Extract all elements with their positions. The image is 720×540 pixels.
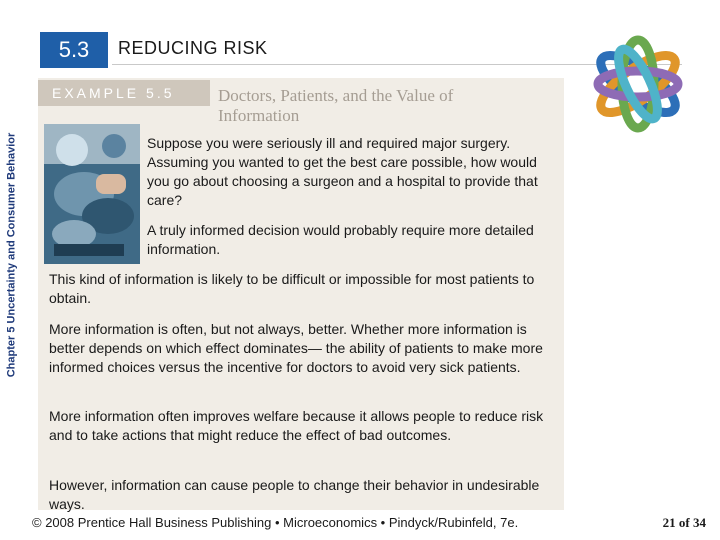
example-title: Doctors, Patients, and the Value of Information bbox=[218, 86, 454, 125]
paragraph-behavior: However, information can cause people to change their behavior in undesirable ways. bbox=[49, 477, 540, 512]
paragraph-scenario: Suppose you were seriously ill and required major surgery. Assuming you wanted to get the best care possible, how would you go about choosing a surgeon and a hospital to provide that care? bbox=[147, 135, 538, 208]
section-number-badge: 5.3 bbox=[40, 32, 108, 68]
chapter-label: Chapter 5 Uncertainty and Consumer Behavior bbox=[5, 132, 18, 378]
example-label: EXAMPLE 5.5 bbox=[38, 80, 210, 106]
footer-copyright: © 2008 Prentice Hall Business Publishing • Microeconomics • Pindyck/Rubinfeld, 7e. bbox=[32, 515, 519, 530]
paragraph-welfare: More information often improves welfare because it allows people to reduce risk and to take actions that might reduce the effect of bad outcomes. bbox=[49, 408, 544, 443]
paragraph-informed-decision: A truly informed decision would probably require more detailed information. bbox=[147, 222, 534, 257]
interlocking-rings-logo bbox=[582, 28, 694, 140]
paragraph-more-information: More information is often, but not always, better. Whether more information is better depends on which effect dominates— the ability of patients to make more informed choices versus the incentive for doctors to avoid very sick patients. bbox=[49, 321, 543, 375]
section-title: REDUCING RISK bbox=[118, 38, 268, 58]
paragraph-difficulty: This kind of information is likely to be difficult or impossible for most patients to obtain. bbox=[49, 271, 535, 306]
chapter-sidebar bbox=[0, 0, 22, 510]
surgery-photo bbox=[44, 124, 140, 264]
page-number: 21 of 34 bbox=[662, 515, 706, 530]
